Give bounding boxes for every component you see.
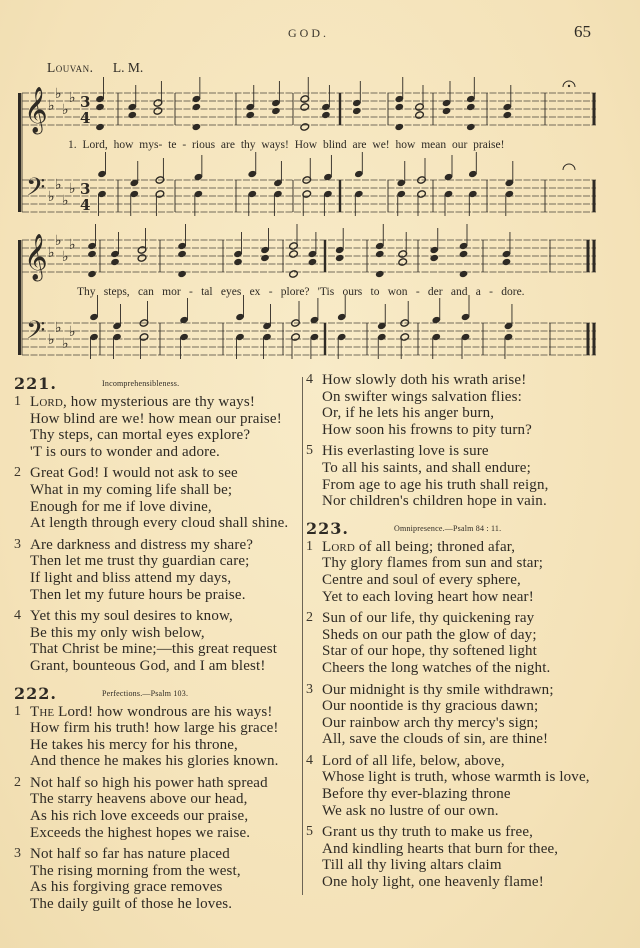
stanza: [306, 372, 606, 438]
stanza: [14, 704, 304, 770]
verse-line: From age to age his truth shall reign,: [322, 476, 549, 493]
verse-line: Grant, bounteous God, and I am blest!: [30, 657, 266, 674]
stanza-number: 1: [14, 394, 21, 409]
verse-line: Star of our hope, thy softened light: [322, 643, 537, 660]
verse-line: Grant us thy truth to make us free,: [322, 824, 534, 841]
svg-text:4: 4: [80, 109, 91, 127]
stanza: [306, 682, 606, 748]
svg-text:♭: ♭: [69, 237, 76, 253]
svg-text:♭: ♭: [48, 332, 55, 348]
verse-line: The rising morning from the west,: [30, 862, 241, 879]
stanza: [14, 775, 304, 841]
verse-line: How soon his frowns to pity turn?: [322, 421, 532, 438]
music-score: [0, 0, 640, 370]
verse-line: Yet to each loving heart how near!: [322, 588, 534, 605]
verse-line: How blind are we! how mean our praise!: [30, 410, 282, 427]
stanza-number: 3: [306, 681, 313, 697]
verse-line: Thy glory flames from sun and star;: [322, 555, 544, 572]
verse-line: Our midnight is thy smile withdrawn;: [322, 681, 554, 698]
verse-line: We ask no lustre of our own.: [322, 802, 499, 819]
stanza-number: 1: [14, 703, 21, 719]
verse-line: How slowly doth his wrath arise!: [322, 372, 527, 388]
hymn-heading: [14, 374, 304, 392]
verse-line: Till all thy living altars claim: [322, 857, 502, 874]
verse-line: Nor children's children hope in vain.: [322, 493, 547, 510]
stanza-number: 2: [306, 610, 313, 626]
svg-text:♭: ♭: [69, 90, 76, 106]
svg-text:♭: ♭: [62, 193, 69, 209]
verse-line: As his rich love exceeds our praise,: [30, 808, 249, 825]
verse-line: Not half so far has nature placed: [30, 846, 230, 863]
hymn-subject: Incomprehensibleness.: [102, 379, 180, 388]
verse-line: Our noontide is thy gracious dawn;: [322, 698, 539, 715]
verse-line: Lord of all life, below, above,: [322, 752, 505, 769]
verse-line: Or, if he lets his anger burn,: [322, 405, 495, 422]
stanza: [306, 753, 606, 819]
stanza: [306, 539, 606, 605]
tune-name: Louvan.: [47, 60, 94, 75]
svg-text:4: 4: [80, 196, 91, 214]
tune-meter: L. M.: [112, 60, 144, 75]
stanza-number: 2: [14, 774, 21, 790]
hymn-heading: [306, 519, 606, 537]
stanza-number: 4: [14, 608, 21, 624]
verse-line: The starry heavens above our head,: [30, 791, 248, 808]
hymn-subject: Omnipresence.—Psalm 84 : 11.: [394, 523, 502, 533]
verse-line: On swifter wings salvation flies:: [322, 388, 522, 405]
verse-line: Sun of our life, thy quickening ray: [322, 610, 535, 627]
verse-line: Sheds on our path the glow of day;: [322, 626, 537, 643]
stanza-number: 1: [306, 538, 313, 554]
svg-text:𝄢: 𝄢: [26, 173, 46, 208]
svg-text:♭: ♭: [62, 336, 69, 352]
stanza: [306, 443, 606, 509]
svg-text:♭: ♭: [69, 181, 76, 197]
svg-text:♭: ♭: [48, 189, 55, 205]
running-title: GOD.: [288, 26, 329, 40]
stanza: [14, 465, 304, 531]
svg-text:♭: ♭: [48, 98, 55, 114]
stanza: [306, 824, 606, 890]
verse-line: Yet this my soul desires to know,: [30, 608, 233, 625]
verse-line: He takes his mercy for his throne,: [30, 736, 238, 753]
svg-text:♭: ♭: [62, 249, 69, 265]
svg-text:♭: ♭: [55, 86, 62, 102]
verse-line: Enough for me if love divine,: [30, 498, 212, 515]
svg-text:♭: ♭: [55, 320, 62, 336]
verse-line: His everlasting love is sure: [322, 443, 489, 460]
verse-line: And kindling hearts that burn for thee,: [322, 840, 559, 857]
verse-line: To all his saints, and shall endure;: [322, 459, 531, 476]
verse-line: All, save the clouds of sin, are thine!: [322, 731, 549, 748]
svg-text:𝄞: 𝄞: [24, 234, 48, 280]
verse-line: Whose light is truth, whose warmth is love,: [322, 769, 590, 786]
verse-line: If light and bliss attend my days,: [30, 569, 232, 586]
stanza: [306, 610, 606, 676]
verse-line: At length through every cloud shall shine.: [30, 515, 289, 532]
verse-line: How firm his truth! how large his grace!: [30, 720, 279, 737]
stanza-number: 2: [14, 465, 21, 481]
stanza: [14, 394, 304, 460]
hymn-heading: [14, 684, 304, 702]
svg-text:𝄢: 𝄢: [26, 316, 46, 351]
lyric-line-1: 1. Lord, how mys- te - rious are thy ways! How blind are we! how mean our praise!: [68, 139, 505, 151]
stanza-number: 4: [306, 752, 313, 768]
svg-text:3: 3: [80, 180, 91, 198]
verse-line: Before thy ever-blazing throne: [322, 786, 511, 803]
stanza-number: 3: [14, 536, 21, 552]
verse-line: What in my coming life shall be;: [30, 481, 233, 498]
svg-text:♭: ♭: [62, 102, 69, 118]
stanza: [14, 608, 304, 674]
svg-text:♭: ♭: [55, 233, 62, 249]
stanza-number: 3: [14, 846, 21, 862]
verse-line: Not half so high his power hath spread: [30, 774, 268, 791]
verse-line: As his forgiving grace removes: [30, 879, 223, 896]
verse-line: Lord, how mysterious are thy ways!: [30, 394, 255, 410]
page-number: 65: [574, 22, 591, 41]
hymn-number: 223.: [306, 518, 349, 538]
verse-line: And thence he makes his glories known.: [30, 753, 279, 770]
hymn-subject: Perfections.—Psalm 103.: [102, 688, 189, 698]
svg-text:♭: ♭: [55, 177, 62, 193]
svg-text:♭: ♭: [48, 245, 55, 261]
stanza: [14, 537, 304, 603]
verse-line: Our rainbow arch thy mercy's sign;: [322, 714, 539, 731]
svg-text:𝄞: 𝄞: [24, 87, 48, 133]
hymn-number: 222.: [14, 683, 57, 703]
stanza-number: 5: [306, 824, 313, 840]
verse-line: Exceeds the highest hopes we raise.: [30, 824, 251, 841]
verse-line: Centre and soul of every sphere,: [322, 571, 521, 588]
verse-line: Be this my only wish below,: [30, 624, 205, 641]
stanza: [14, 846, 304, 912]
lyric-line-2: Thy steps, can mor - tal eyes ex - plore? 'Tis ours to won - der and a - dore.: [77, 286, 525, 298]
stanza-number: 5: [306, 443, 313, 459]
verse-line: Are darkness and distress my share?: [30, 536, 254, 553]
verse-line: Lord of all being; throned afar,: [322, 538, 516, 555]
verse-line: Great God! I would not ask to see: [30, 465, 238, 482]
verse-line: One holy light, one heavenly flame!: [322, 874, 544, 891]
verse-line: Thy steps, can mortal eyes explore?: [30, 427, 251, 444]
svg-text:♭: ♭: [69, 324, 76, 340]
verse-line: 'T is ours to wonder and adore.: [30, 443, 220, 460]
verse-line: The daily guilt of those he loves.: [30, 896, 233, 913]
right-column: [306, 372, 606, 896]
stanza-number: 4: [306, 372, 313, 387]
verse-line: That Christ be mine;—this great request: [30, 641, 278, 658]
verse-line: Then let me trust thy guardian care;: [30, 553, 250, 570]
left-column: [14, 374, 304, 918]
verse-line: Cheers the long watches of the night.: [322, 659, 551, 676]
svg-text:3: 3: [80, 93, 91, 111]
verse-line: Then let my future hours be praise.: [30, 586, 246, 603]
hymn-number: 221.: [14, 374, 57, 393]
verse-line: The Lord! how wondrous are his ways!: [30, 703, 273, 720]
